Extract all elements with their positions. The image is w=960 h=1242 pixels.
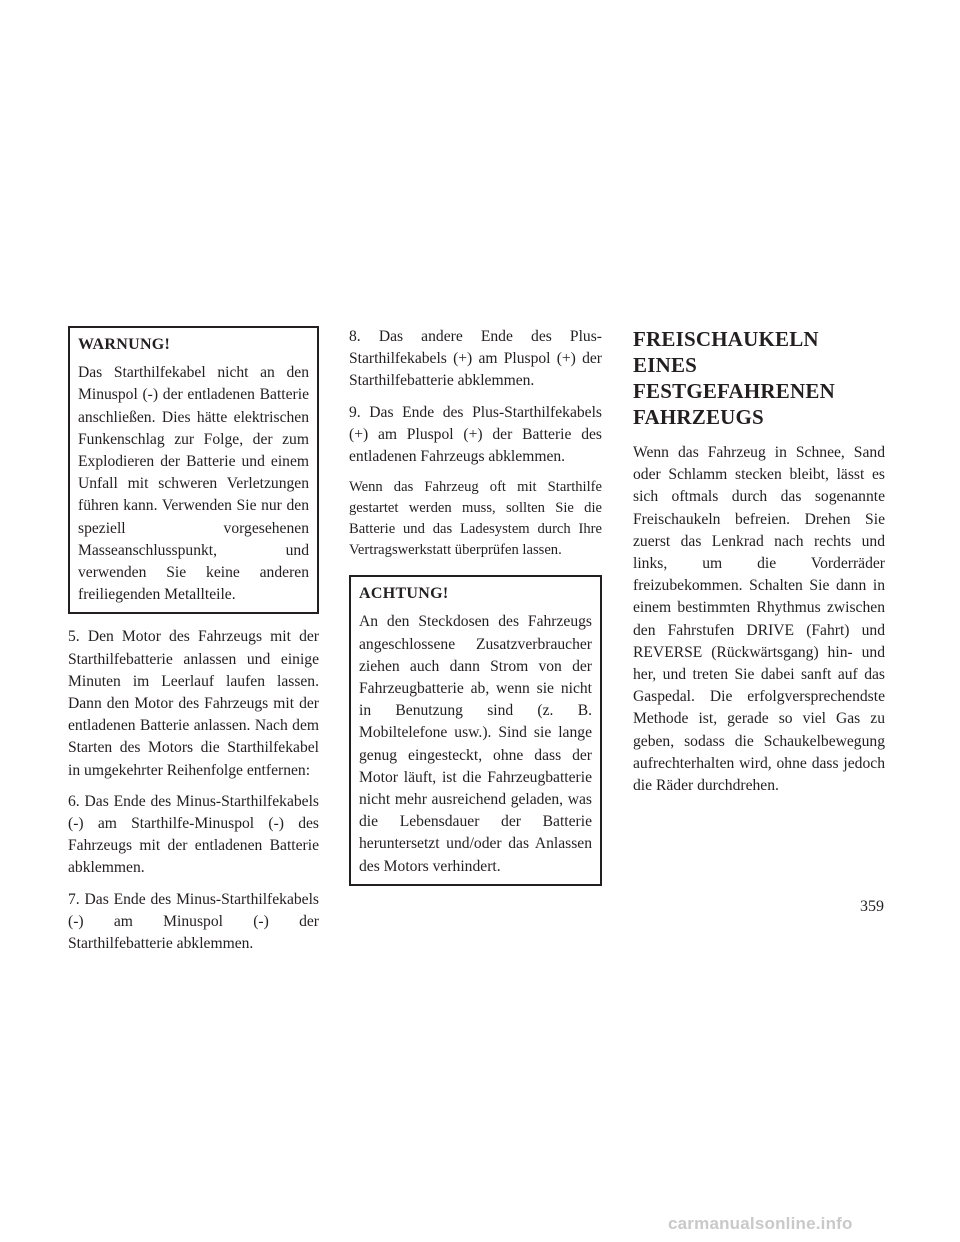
caution-text: An den Steckdosen des Fahrzeugs angeschlossene Zusatzverbraucher ziehen auch dann Strom von der Fahrzeugbatterie ab, wenn sie nicht in Benutzung sind (z. B. Mobiltelefone usw.). Sind sie lange genug eingesteckt, ohne dass der Motor läuft, ist die Fahrzeugbatterie nicht mehr ausreichend geladen, was die Lebensdauer der Batterie heruntersetzt und/oder das Anlassen des Motors verhindert.: [359, 613, 592, 875]
step-7: 7. Das Ende des Minus-Starthilfekabels (-) am Minuspol (-) der Starthilfebatterie abklemmen.: [68, 890, 319, 953]
step-6: 6. Das Ende des Minus-Starthilfekabels (-) am Starthilfe-Minuspol (-) des Fahrzeugs mit der entladenen Batterie abklemmen.: [68, 792, 319, 877]
warning-box: [68, 326, 319, 614]
section-heading: FREISCHAUKELN EINES FESTGEFAHRENEN FAHRZEUGS: [633, 327, 835, 429]
caution-box: [349, 575, 602, 886]
caution-title: ACHTUNG!: [359, 585, 449, 603]
step-9: 9. Das Ende des Plus-Starthilfekabels (+) am Pluspol (+) der Batterie des entladenen Fahrzeugs abklemmen.: [349, 403, 602, 466]
warning-text: Das Starthilfekabel nicht an den Minuspol (-) der entladenen Batterie anschließen. Dies hätte elektrischen Funkenschlag zur Folge, der zum Explodieren der Batterie und einem Unfall mit schweren Verletzungen führen kann. Verwenden Sie nur den speziell vorgesehenen Masseanschlusspunkt, und verwenden Sie keine anderen freiliegenden Metallteile.: [78, 364, 309, 604]
column-right: [633, 326, 885, 806]
page-number: 359: [860, 898, 884, 915]
warning-title: WARNUNG!: [78, 336, 171, 353]
watermark-text: carmanualsonline.info: [668, 1214, 853, 1233]
section-text: Wenn das Fahrzeug in Schnee, Sand oder Schlamm stecken bleibt, lässt es sich oftmals durch das sogenannte Freischaukeln befreien. Drehen Sie zuerst das Lenkrad nach rechts und links, um die Vorderräder freizubekommen. Schalten Sie dann in einem bestimmten Rhythmus zwischen den Fahrstufen DRIVE (Fahrt) und REVERSE (Rückwärtsgang) hin- und her, und treten Sie dabei sanft auf das Gaspedal. Die erfolgversprechendste Methode ist, gerade so viel Gas zu geben, sodass die Schaukelbewegung aufrechterhalten wird, ohne dass jedoch die Räder durchdrehen.: [633, 444, 885, 795]
step-8: 8. Das andere Ende des Plus-Starthilfekabels (+) am Pluspol (+) der Starthilfebatterie abklemmen.: [349, 328, 602, 390]
step-5: 5. Den Motor des Fahrzeugs mit der Starthilfebatterie anlassen und einige Minuten im Leerlauf laufen lassen. Dann den Motor des Fahrzeugs mit der entladenen Batterie anlassen. Nach dem Starten des Motors die Starthilfekabel in umgekehrter Reihenfolge entfernen:: [68, 628, 319, 779]
service-note: Wenn das Fahrzeug oft mit Starthilfe gestartet werden muss, sollten Sie die Batterie und das Ladesystem durch Ihre Vertragswerkstatt überprüfen lassen.: [349, 479, 602, 559]
column-left: [68, 326, 319, 964]
column-middle: [349, 326, 602, 898]
